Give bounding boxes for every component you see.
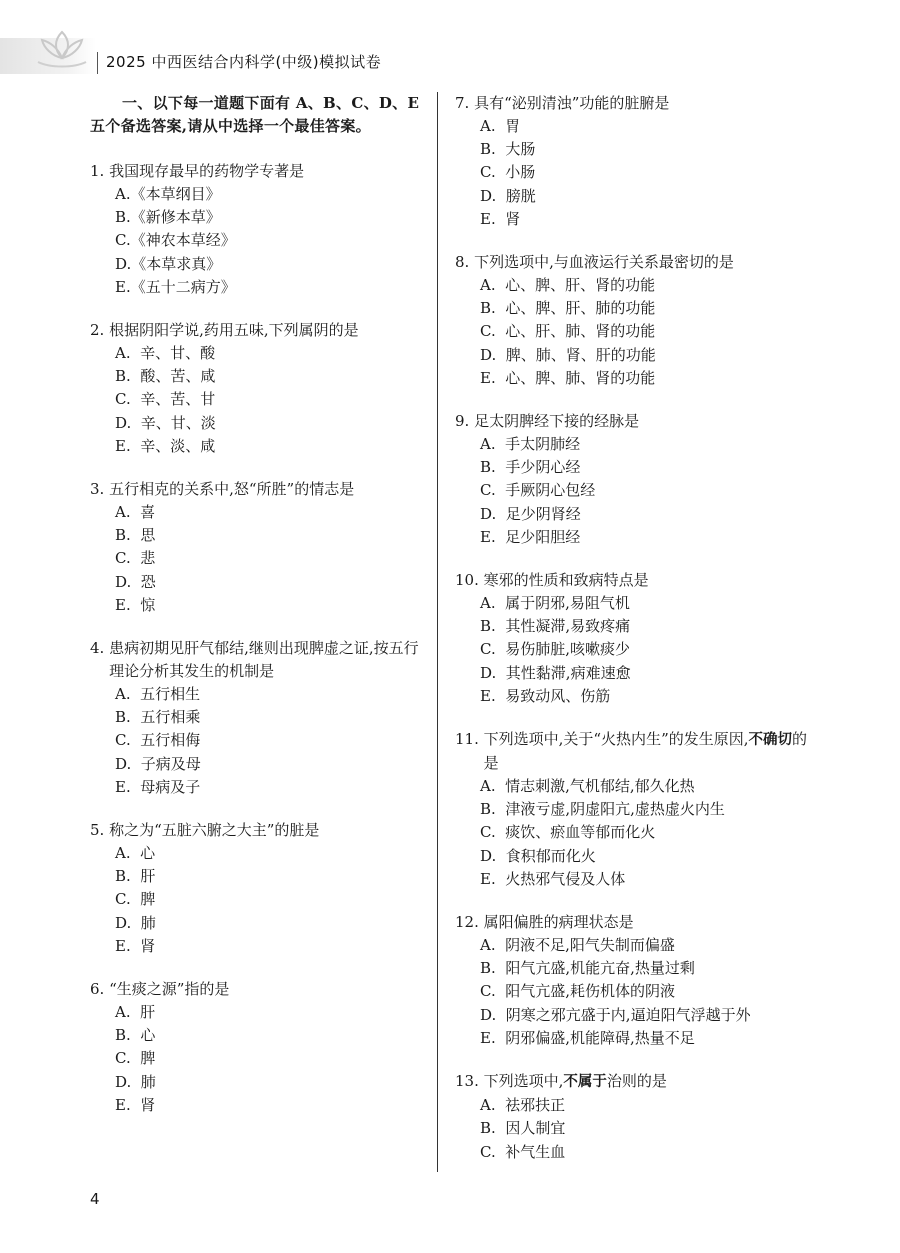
- answer-option: D. 肺: [115, 913, 156, 932]
- answer-option: B. 心、脾、肝、肺的功能: [480, 299, 656, 318]
- page-number: 4: [90, 1190, 100, 1208]
- answer-option: E.《五十二病方》: [115, 277, 236, 296]
- question-text-part: 下列选项中,与血液运行关系最密切的是: [474, 253, 734, 272]
- question-text: [484, 728, 815, 775]
- question-number: 5.: [90, 821, 110, 840]
- question-number: 2.: [90, 321, 110, 340]
- option-list: [455, 934, 815, 1050]
- question-number: 9.: [455, 412, 475, 431]
- question-text-part: 下列选项中,: [483, 1072, 564, 1091]
- question-item: [455, 251, 815, 390]
- answer-option: C. 脾: [115, 1049, 156, 1068]
- answer-option: D. 食积郁而化火: [480, 846, 596, 865]
- emphasized-text: 不属于: [563, 1074, 607, 1091]
- option-list: [90, 683, 430, 799]
- answer-option: D. 阴寒之邪亢盛于内,逼迫阳气浮越于外: [480, 1005, 751, 1024]
- question-stem: [455, 410, 815, 433]
- answer-option: E. 肾: [115, 1095, 156, 1114]
- section-heading: 一、以下每一道题下面有 A、B、C、D、E 五个备选答案,请从中选择一个最佳答案。: [90, 94, 420, 135]
- right-question-list: [455, 92, 815, 1164]
- question-number: 4.: [90, 639, 110, 658]
- answer-option: E. 惊: [115, 595, 156, 614]
- answer-option: D. 足少阴肾经: [480, 504, 581, 523]
- answer-option: A. 手太阴肺经: [480, 435, 581, 454]
- question-number: 3.: [90, 480, 110, 499]
- question-text-part: 五行相克的关系中,怒“所胜”的情志是: [109, 480, 355, 499]
- emphasized-text: 不确切: [748, 732, 792, 749]
- answer-option: B. 五行相乘: [115, 708, 201, 727]
- question-text-part: 的是: [483, 730, 808, 773]
- answer-option: A. 辛、甘、酸: [115, 344, 216, 363]
- question-stem: [455, 728, 815, 775]
- header-divider: [97, 52, 98, 74]
- answer-option: A. 五行相生: [115, 685, 201, 704]
- answer-option: C. 悲: [115, 549, 156, 568]
- answer-option: E. 阴邪偏盛,机能障碍,热量不足: [480, 1028, 695, 1047]
- question-text: [109, 160, 430, 183]
- option-list: [90, 501, 430, 617]
- option-list: [90, 1001, 430, 1117]
- header-title: 2025 中西医结合内科学(中级)模拟试卷: [106, 53, 382, 71]
- question-number: 10.: [455, 571, 484, 590]
- question-stem: [455, 569, 815, 592]
- answer-option: D. 肺: [115, 1072, 156, 1091]
- question-text-part: 属阳偏胜的病理状态是: [483, 913, 634, 932]
- option-list: [90, 183, 430, 299]
- answer-option: C. 辛、苦、甘: [115, 390, 216, 409]
- question-number: 12.: [455, 913, 484, 932]
- question-stem: [90, 819, 430, 842]
- answer-option: B. 肝: [115, 867, 156, 886]
- answer-option: B. 因人制宜: [480, 1119, 566, 1138]
- right-column: [455, 92, 815, 1184]
- question-item: [455, 911, 815, 1050]
- question-number: 7.: [455, 94, 475, 112]
- answer-option: A. 喜: [115, 503, 156, 522]
- question-text: [109, 978, 430, 1001]
- answer-option: C. 小肠: [480, 163, 536, 182]
- question-text: [109, 819, 430, 842]
- option-list: [455, 775, 815, 891]
- question-stem: [455, 251, 815, 274]
- answer-option: D. 子病及母: [115, 754, 201, 773]
- answer-option: C. 脾: [115, 890, 156, 909]
- lotus-logo-icon: [34, 26, 90, 70]
- question-text: [109, 319, 430, 342]
- question-text: [484, 1070, 815, 1094]
- question-item: [455, 569, 815, 708]
- question-item: [90, 819, 430, 958]
- option-list: [90, 342, 430, 458]
- question-text: [109, 478, 430, 501]
- answer-option: B. 思: [115, 526, 156, 545]
- question-stem: [90, 637, 430, 683]
- answer-option: D. 辛、甘、淡: [115, 413, 216, 432]
- question-item: [90, 478, 430, 617]
- option-list: [455, 115, 815, 231]
- question-text: [474, 92, 815, 115]
- left-column: [90, 92, 430, 1137]
- option-list: [455, 433, 815, 549]
- answer-option: E. 肾: [480, 209, 521, 228]
- answer-option: A. 祛邪扶正: [480, 1096, 566, 1115]
- answer-option: C. 阳气亢盛,耗伤机体的阴液: [480, 982, 676, 1001]
- answer-option: B.《新修本草》: [115, 208, 221, 227]
- question-item: [90, 637, 430, 799]
- question-item: [90, 978, 430, 1117]
- question-text-part: 治则的是: [606, 1072, 667, 1091]
- answer-option: A.《本草纲目》: [115, 185, 221, 203]
- answer-option: C. 手厥阴心包经: [480, 481, 596, 500]
- question-number: 11.: [455, 730, 484, 749]
- answer-option: B. 大肠: [480, 140, 536, 159]
- question-item: [455, 1070, 815, 1164]
- answer-option: A. 胃: [480, 117, 521, 135]
- answer-option: C. 补气生血: [480, 1142, 566, 1161]
- question-text-part: 下列选项中,关于“火热内生”的发生原因,: [483, 730, 749, 749]
- question-text-part: 患病初期见肝气郁结,继则出现脾虚之证,按五行理论分析其发生的机制是: [109, 639, 419, 681]
- question-text-part: 根据阴阳学说,药用五味,下列属阴的是: [109, 321, 359, 340]
- question-stem: [455, 1070, 815, 1094]
- answer-option: E. 火热邪气侵及人体: [480, 869, 626, 888]
- question-text-part: 足太阴脾经下接的经脉是: [474, 412, 640, 431]
- question-stem: [90, 160, 430, 183]
- question-stem: [90, 319, 430, 342]
- question-text: [484, 911, 815, 934]
- question-number: 8.: [455, 253, 475, 272]
- answer-option: E. 易致动风、伤筋: [480, 686, 611, 705]
- answer-option: D. 膀胱: [480, 186, 536, 205]
- answer-option: E. 心、脾、肺、肾的功能: [480, 368, 656, 387]
- answer-option: E. 母病及子: [115, 777, 201, 796]
- answer-option: B. 手少阴心经: [480, 458, 581, 477]
- answer-option: A. 阴液不足,阳气失制而偏盛: [480, 936, 675, 955]
- question-item: [90, 319, 430, 458]
- answer-option: C. 五行相侮: [115, 731, 201, 750]
- answer-option: A. 肝: [115, 1003, 156, 1022]
- answer-option: D. 脾、肺、肾、肝的功能: [480, 345, 656, 364]
- question-text: [109, 637, 430, 683]
- option-list: [455, 592, 815, 708]
- question-text-part: 寒邪的性质和致病特点是: [483, 571, 649, 590]
- question-stem: [90, 978, 430, 1001]
- answer-option: A. 属于阴邪,易阻气机: [480, 594, 630, 613]
- question-text: [474, 251, 815, 274]
- question-item: [90, 160, 430, 299]
- question-stem: [90, 478, 430, 501]
- answer-option: B. 其性凝滞,易致疼痛: [480, 617, 631, 636]
- answer-option: E. 足少阳胆经: [480, 527, 581, 546]
- option-list: [455, 274, 815, 390]
- answer-option: E. 辛、淡、咸: [115, 436, 216, 455]
- answer-option: C. 心、肝、肺、肾的功能: [480, 322, 656, 341]
- answer-option: C. 痰饮、瘀血等郁而化火: [480, 823, 656, 842]
- question-text-part: “生痰之源”指的是: [109, 980, 230, 999]
- answer-option: B. 津液亏虚,阴虚阳亢,虚热虚火内生: [480, 800, 725, 819]
- answer-option: B. 酸、苦、咸: [115, 367, 216, 386]
- question-text-part: 称之为“五脏六腑之大主”的脏是: [109, 821, 320, 840]
- question-text-part: 我国现存最早的药物学专著是: [109, 162, 305, 180]
- question-text: [474, 410, 815, 433]
- option-list: [90, 842, 430, 958]
- answer-option: D.《本草求真》: [115, 254, 222, 273]
- column-divider: [437, 92, 438, 1172]
- option-list: [455, 1094, 815, 1164]
- answer-option: A. 心: [115, 844, 156, 863]
- question-text: [484, 569, 815, 592]
- answer-option: D. 恐: [115, 572, 156, 591]
- answer-option: A. 情志刺激,气机郁结,郁久化热: [480, 777, 695, 796]
- question-number: 6.: [90, 980, 110, 999]
- answer-option: C. 易伤肺脏,咳嗽痰少: [480, 640, 631, 659]
- question-stem: [455, 92, 815, 115]
- question-number: 1.: [90, 162, 110, 180]
- answer-option: E. 肾: [115, 936, 156, 955]
- answer-option: B. 心: [115, 1026, 156, 1045]
- question-text-part: 具有“泌别清浊”功能的脏腑是: [474, 94, 670, 112]
- page-header: [0, 0, 900, 82]
- left-question-list: [90, 160, 430, 1117]
- answer-option: C.《神农本草经》: [115, 231, 236, 250]
- answer-option: A. 心、脾、肝、肾的功能: [480, 276, 656, 295]
- question-stem: [455, 911, 815, 934]
- answer-option: B. 阳气亢盛,机能亢奋,热量过剩: [480, 959, 695, 978]
- question-item: [455, 728, 815, 891]
- question-item: [455, 410, 815, 549]
- question-item: [455, 92, 815, 231]
- answer-option: D. 其性黏滞,病难速愈: [480, 663, 631, 682]
- question-number: 13.: [455, 1072, 484, 1091]
